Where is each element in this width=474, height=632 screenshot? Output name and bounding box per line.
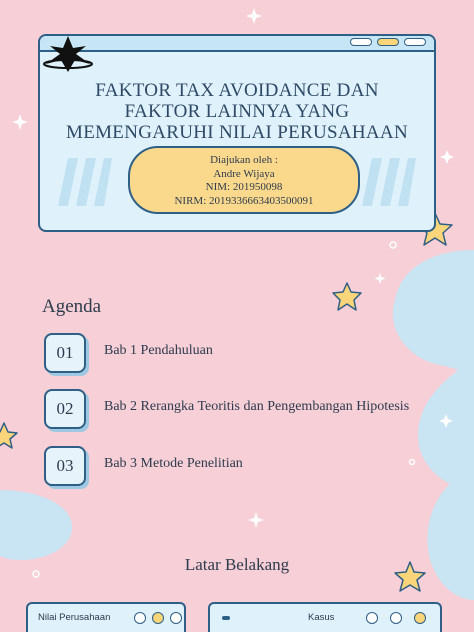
university-logo-icon	[42, 34, 94, 74]
slide-title: FAKTOR TAX AVOIDANCE DAN FAKTOR LAINNYA YANG MEMENGARUHI NILAI PERUSAHAAN	[66, 80, 408, 143]
window-control-pill	[377, 38, 399, 46]
bottom-card-label: Nilai Perusahaan	[38, 612, 111, 623]
agenda-label: Bab 2 Rerangka Teoritis dan Pengembangan Hipotesis	[104, 399, 410, 414]
circle-icon	[152, 612, 164, 624]
bottom-card-kasus	[208, 602, 442, 632]
submitter-intro: Diajukan oleh :	[210, 154, 278, 166]
section-heading: Latar Belakang	[184, 555, 290, 574]
agenda-heading: Agenda	[42, 296, 102, 317]
circle-icon	[170, 612, 182, 624]
agenda-label: Bab 1 Pendahuluan	[104, 343, 213, 358]
submitter-nim: NIM: 201950098	[205, 181, 283, 193]
bottom-card-nilai-perusahaan	[26, 602, 186, 632]
circle-icon	[134, 612, 146, 624]
circle-icon	[414, 612, 426, 624]
agenda-number: 03	[44, 446, 86, 486]
stripe-decoration	[58, 158, 112, 206]
window-controls	[350, 38, 426, 46]
agenda-label: Bab 3 Metode Penelitian	[104, 456, 243, 471]
bottom-card-label: Kasus	[308, 612, 335, 623]
submitter-info	[128, 146, 360, 214]
cloud-shape-right	[393, 250, 474, 380]
agenda-number: 02	[44, 389, 86, 429]
agenda-number: 01	[44, 333, 86, 373]
circle-icon	[390, 612, 402, 624]
circle-icon	[366, 612, 378, 624]
window-control-pill	[404, 38, 426, 46]
window-control-pill	[350, 38, 372, 46]
submitter-nirm: NIRM: 2019336663403500091	[174, 194, 314, 207]
window-titlebar	[40, 36, 434, 52]
submitter-name: Andre Wijaya	[213, 167, 275, 180]
stripe-decoration	[362, 158, 416, 206]
dash-icon	[222, 616, 230, 620]
cloud-shape-left	[0, 490, 72, 560]
